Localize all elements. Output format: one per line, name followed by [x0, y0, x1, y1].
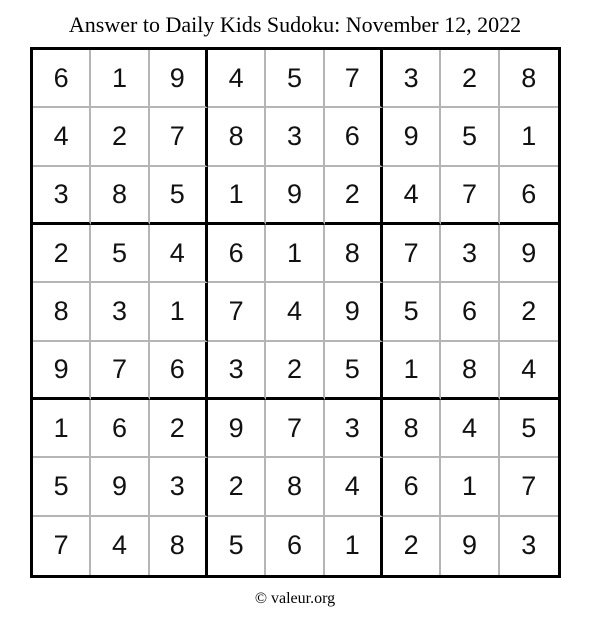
sudoku-cell: 2	[500, 283, 558, 341]
sudoku-cell: 6	[266, 517, 324, 575]
sudoku-cell: 8	[91, 167, 149, 225]
sudoku-cell: 5	[500, 400, 558, 458]
sudoku-cell: 6	[383, 458, 441, 516]
sudoku-cell: 1	[208, 167, 266, 225]
sudoku-cell: 9	[500, 225, 558, 283]
sudoku-cell: 7	[500, 458, 558, 516]
sudoku-cell: 8	[500, 50, 558, 108]
sudoku-cell: 2	[33, 225, 91, 283]
sudoku-cell: 7	[383, 225, 441, 283]
sudoku-cell: 2	[325, 167, 383, 225]
sudoku-cell: 8	[33, 283, 91, 341]
sudoku-cell: 3	[33, 167, 91, 225]
sudoku-cell: 7	[441, 167, 499, 225]
sudoku-cell: 8	[325, 225, 383, 283]
sudoku-cell: 8	[383, 400, 441, 458]
sudoku-cell: 7	[91, 342, 149, 400]
sudoku-cell: 6	[441, 283, 499, 341]
sudoku-cell: 9	[91, 458, 149, 516]
sudoku-cell: 3	[208, 342, 266, 400]
sudoku-cell: 6	[33, 50, 91, 108]
sudoku-cell: 5	[383, 283, 441, 341]
sudoku-cell: 3	[150, 458, 208, 516]
sudoku-cell: 1	[91, 50, 149, 108]
sudoku-cell: 1	[150, 283, 208, 341]
sudoku-cell: 9	[325, 283, 383, 341]
sudoku-cell: 2	[441, 50, 499, 108]
sudoku-cell: 4	[500, 342, 558, 400]
copyright-footer: © valeur.org	[254, 590, 336, 607]
sudoku-cell: 1	[383, 342, 441, 400]
sudoku-cell: 2	[383, 517, 441, 575]
sudoku-cell: 4	[150, 225, 208, 283]
sudoku-cell: 5	[208, 517, 266, 575]
sudoku-cell: 9	[150, 50, 208, 108]
sudoku-cell: 9	[383, 108, 441, 166]
puzzle-title: Answer to Daily Kids Sudoku: November 12, 2022	[68, 12, 522, 37]
sudoku-cell: 3	[383, 50, 441, 108]
sudoku-cell: 4	[325, 458, 383, 516]
sudoku-cell: 3	[441, 225, 499, 283]
sudoku-cell: 6	[500, 167, 558, 225]
sudoku-cell: 7	[208, 283, 266, 341]
sudoku-cell: 4	[91, 517, 149, 575]
sudoku-cell: 8	[150, 517, 208, 575]
sudoku-cell: 4	[33, 108, 91, 166]
sudoku-cell: 3	[91, 283, 149, 341]
sudoku-cell: 5	[266, 50, 324, 108]
sudoku-cell: 8	[441, 342, 499, 400]
sudoku-cell: 8	[208, 108, 266, 166]
sudoku-cell: 1	[325, 517, 383, 575]
sudoku-cell: 9	[33, 342, 91, 400]
sudoku-cell: 9	[208, 400, 266, 458]
sudoku-cell: 5	[441, 108, 499, 166]
sudoku-cell: 2	[150, 400, 208, 458]
sudoku-cell: 7	[325, 50, 383, 108]
sudoku-cell: 7	[33, 517, 91, 575]
sudoku-cell: 6	[150, 342, 208, 400]
sudoku-cell: 4	[441, 400, 499, 458]
sudoku-cell: 7	[150, 108, 208, 166]
sudoku-cell: 4	[208, 50, 266, 108]
sudoku-cell: 9	[441, 517, 499, 575]
sudoku-cell: 3	[325, 400, 383, 458]
sudoku-cell: 5	[325, 342, 383, 400]
sudoku-cell: 1	[500, 108, 558, 166]
sudoku-cell: 5	[91, 225, 149, 283]
sudoku-cell: 1	[266, 225, 324, 283]
sudoku-cell: 9	[266, 167, 324, 225]
sudoku-cell: 4	[266, 283, 324, 341]
sudoku-cell: 6	[208, 225, 266, 283]
sudoku-cell: 5	[150, 167, 208, 225]
sudoku-cell: 2	[266, 342, 324, 400]
sudoku-grid	[30, 47, 561, 578]
sudoku-cell: 5	[33, 458, 91, 516]
sudoku-cell: 6	[91, 400, 149, 458]
sudoku-cell: 4	[383, 167, 441, 225]
sudoku-cell: 3	[266, 108, 324, 166]
sudoku-cell: 2	[91, 108, 149, 166]
sudoku-cell: 1	[441, 458, 499, 516]
sudoku-cell: 1	[33, 400, 91, 458]
sudoku-cell: 2	[208, 458, 266, 516]
sudoku-cell: 3	[521, 530, 537, 561]
sudoku-cell: 7	[266, 400, 324, 458]
sudoku-cell: 8	[266, 458, 324, 516]
sudoku-cell: 6	[325, 108, 383, 166]
